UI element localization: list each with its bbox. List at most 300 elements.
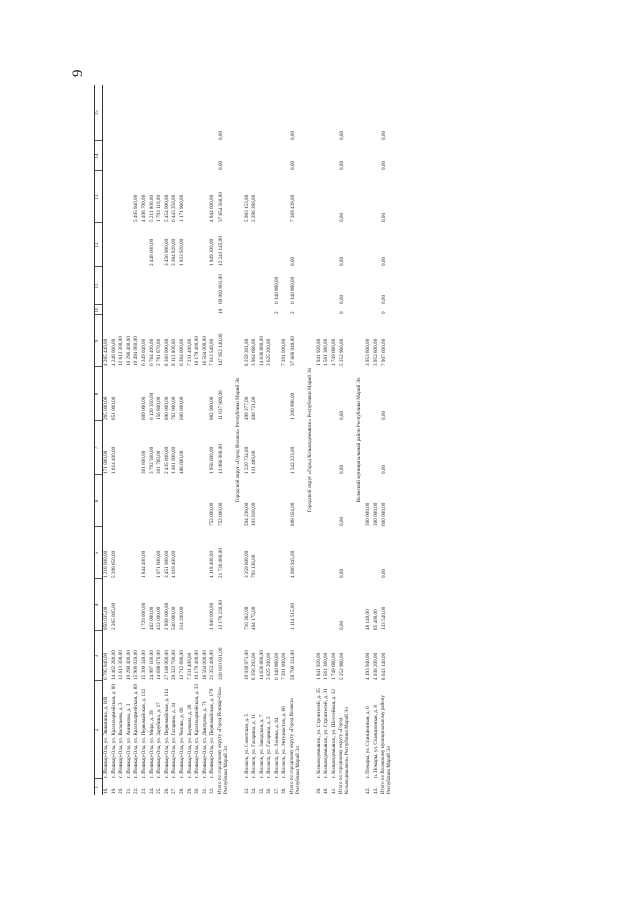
value-cell xyxy=(194,527,202,579)
value-cell: 15 900 020,00 xyxy=(133,650,140,680)
total-value-cell: 0 xyxy=(381,311,388,314)
value-cell: 600 000,00 xyxy=(178,396,185,420)
value-cell: 85 400,00 xyxy=(372,609,379,630)
value-cell xyxy=(373,421,381,475)
value-cell xyxy=(331,267,339,305)
value-cell xyxy=(202,475,210,527)
value-cell xyxy=(331,223,339,267)
value-cell xyxy=(179,85,187,141)
value-cell xyxy=(126,367,134,421)
total-value-cell: 0,00 xyxy=(339,410,346,420)
total-value-cell: 0,00 xyxy=(339,130,346,140)
value-cell xyxy=(323,85,331,141)
value-cell xyxy=(316,475,324,527)
value-cell: 1 481 000,00 xyxy=(171,446,178,474)
total-value-cell: 59 700 324,00 xyxy=(290,650,297,680)
value-cell: 6 443 350,00 xyxy=(171,194,178,222)
value-cell xyxy=(259,527,267,579)
total-value-cell: 2 xyxy=(290,311,297,314)
value-cell xyxy=(111,141,119,171)
value-cell: 5 454 000,00 xyxy=(163,194,170,222)
total-value-cell: 0,00 xyxy=(381,212,388,222)
row-number: 20. xyxy=(118,787,125,794)
value-cell: 1 561 380,00 xyxy=(323,652,330,680)
value-cell xyxy=(133,223,141,267)
value-cell xyxy=(259,267,267,305)
total-value-cell: 21 726 080,00 xyxy=(217,548,224,578)
value-cell xyxy=(133,367,141,421)
total-value-cell: 752 000,00 xyxy=(217,502,224,526)
total-value-cell: 0,00 xyxy=(217,130,224,140)
value-cell: 3 792 560,00 xyxy=(148,446,155,474)
table-row xyxy=(111,85,119,795)
value-cell xyxy=(187,267,195,305)
value-cell xyxy=(126,475,134,527)
address-cell: г. Козьмодемьянск, ул. Шоссейная, д. 12 xyxy=(330,689,337,778)
address-cell: г. Козьмодемьянск, ул. Строителей, д. 35 xyxy=(315,688,322,778)
total-value-cell: 147 952 140,00 xyxy=(217,333,224,366)
value-cell xyxy=(331,85,339,141)
value-cell xyxy=(274,527,282,579)
value-cell xyxy=(373,527,381,579)
value-cell: 14 462 280,00 xyxy=(110,650,117,680)
value-cell xyxy=(126,305,134,315)
value-cell xyxy=(179,267,187,305)
address-cell: г. Волжск, ул. Гагарина, д. 11 xyxy=(251,713,258,778)
row-number: 19. xyxy=(110,787,117,794)
value-cell xyxy=(194,367,202,421)
value-cell: 5 083 153,00 xyxy=(243,194,250,222)
value-cell xyxy=(316,223,324,267)
value-cell xyxy=(316,527,324,579)
row-number: 23. xyxy=(140,787,147,794)
row-number: 36. xyxy=(266,787,273,794)
value-cell xyxy=(259,421,267,475)
value-cell: 27 148 000,00 xyxy=(163,650,170,680)
header-cell: 13 xyxy=(95,171,103,223)
total-value-cell: 600 000,00 xyxy=(381,502,388,526)
value-cell xyxy=(281,171,289,223)
value-cell xyxy=(365,421,373,475)
total-value-cell: 7 369 439,00 xyxy=(290,194,297,222)
value-cell: 7 201 000,00 xyxy=(281,338,288,366)
row-number: 24. xyxy=(148,787,155,794)
value-cell xyxy=(103,305,111,315)
value-cell: 14 698 070,00 xyxy=(156,650,163,680)
value-cell xyxy=(316,579,324,631)
value-cell: 1 941 920,00 xyxy=(315,652,322,680)
value-cell: 6 140 980,00 xyxy=(273,276,280,304)
value-cell xyxy=(365,367,373,421)
section-title: Городской округ «Город Волжск» Республики Марий Эл xyxy=(234,377,241,503)
row-number: 32. xyxy=(209,787,216,794)
value-cell xyxy=(187,367,195,421)
value-cell xyxy=(251,267,259,305)
section-header xyxy=(304,85,316,795)
total-row xyxy=(338,85,353,795)
value-cell xyxy=(164,475,172,527)
value-cell: 2 286 286,00 xyxy=(251,194,258,222)
value-cell xyxy=(187,85,195,141)
total-value-cell: 1 342 223,00 xyxy=(290,446,297,474)
value-cell xyxy=(141,305,149,315)
value-cell xyxy=(202,267,210,305)
value-cell xyxy=(194,305,202,315)
value-cell: 6 349 040,00 xyxy=(140,338,147,366)
total-row xyxy=(217,85,232,795)
value-cell xyxy=(149,475,157,527)
value-cell xyxy=(281,141,289,171)
table-row xyxy=(133,85,141,795)
value-cell xyxy=(103,223,111,267)
table-row xyxy=(323,85,331,795)
value-cell xyxy=(111,475,119,527)
total-value-cell: 0,00 xyxy=(339,568,346,578)
value-cell xyxy=(266,171,274,223)
value-cell xyxy=(126,141,134,171)
total-value-cell: 1 200 998,00 xyxy=(290,392,297,420)
value-cell xyxy=(133,305,141,315)
value-cell: 1 793 110,00 xyxy=(156,194,163,222)
value-cell: 2 781 870,00 xyxy=(156,338,163,366)
value-cell: 16 564 000,00 xyxy=(201,650,208,680)
value-cell: 12 613 300,00 xyxy=(118,650,125,680)
value-cell xyxy=(244,267,252,305)
address-cell: г. Волжск, ул. Ленина, д. 64 xyxy=(273,717,280,778)
row-number: 38. xyxy=(281,787,288,794)
row-number: 31. xyxy=(201,787,208,794)
section-header xyxy=(353,85,365,795)
value-cell xyxy=(251,305,259,315)
total-value-cell: 19 xyxy=(217,308,224,314)
value-cell xyxy=(331,367,339,421)
value-cell xyxy=(331,305,339,315)
value-cell xyxy=(133,421,141,475)
row-number: 33. xyxy=(243,787,250,794)
row-number: 39. xyxy=(315,787,322,794)
value-cell xyxy=(266,305,274,315)
total-value-cell: 0,00 xyxy=(339,160,346,170)
section-header xyxy=(232,85,244,795)
address-cell: г. Йошкар-Ола, ул. Первомайская, д. 114 xyxy=(163,688,170,778)
value-cell: 8 360 000,00 xyxy=(163,338,170,366)
value-cell xyxy=(202,141,210,171)
value-cell xyxy=(259,223,267,267)
value-cell xyxy=(156,85,164,141)
value-cell xyxy=(141,475,149,527)
value-cell xyxy=(187,141,195,171)
value-cell xyxy=(118,527,126,579)
value-cell: 8 112 000,00 xyxy=(171,338,178,366)
value-cell: 3 625 200,00 xyxy=(266,338,273,366)
address-cell: г. Йошкар-Ола, ул. Васильева, д. 3 xyxy=(118,702,125,778)
value-cell: 1 814 400,00 xyxy=(110,446,117,474)
value-cell xyxy=(164,141,172,171)
value-cell xyxy=(266,267,274,305)
row-number: 18. xyxy=(103,787,109,794)
value-cell xyxy=(209,141,217,171)
value-cell xyxy=(331,527,339,579)
value-cell xyxy=(133,579,141,631)
total-value-cell: 12 243 145,00 xyxy=(217,236,224,266)
value-cell xyxy=(373,267,381,305)
value-cell xyxy=(187,171,195,223)
value-cell: 3 964 668,00 xyxy=(251,338,258,366)
value-cell: 5 405 940,00 xyxy=(133,194,140,222)
total-value-cell: 0,00 xyxy=(217,160,224,170)
value-cell: 12 613 300,00 xyxy=(118,336,125,366)
row-number: 25. xyxy=(156,787,163,794)
total-label: Итого по Волжскому муниципальному району Республики Марий Эл xyxy=(381,695,393,794)
total-value-cell: 133 540,00 xyxy=(381,606,388,630)
value-cell xyxy=(323,527,331,579)
value-cell xyxy=(373,141,381,171)
total-value-cell: 7 907 600,00 xyxy=(381,338,388,366)
table-row xyxy=(187,85,195,795)
total-value-cell: 808 054,00 xyxy=(290,502,297,526)
value-cell xyxy=(209,267,217,305)
value-cell: 6 764 400,00 xyxy=(148,338,155,366)
table-row xyxy=(194,85,202,795)
value-cell xyxy=(133,527,141,579)
table-row xyxy=(281,85,289,795)
value-cell xyxy=(274,579,282,631)
value-cell: 10 290 400,00 xyxy=(125,336,132,366)
value-cell xyxy=(202,421,210,475)
value-cell xyxy=(316,267,324,305)
value-cell: 3 259 809,00 xyxy=(243,550,250,578)
value-cell: 10 494 080,00 xyxy=(133,336,140,366)
value-cell xyxy=(103,475,111,527)
value-cell xyxy=(251,85,259,141)
value-cell: 29 322 700,00 xyxy=(171,650,178,680)
value-cell xyxy=(274,141,282,171)
header-cell: 7 xyxy=(95,421,103,475)
value-cell: 4 285 440,00 xyxy=(103,338,109,366)
registry-table xyxy=(94,85,395,795)
value-cell xyxy=(266,223,274,267)
value-cell: 408 600,00 xyxy=(178,450,185,474)
value-cell: 4 944 600,00 xyxy=(209,194,216,222)
header-cell: 6 xyxy=(95,475,103,527)
value-cell xyxy=(244,141,252,171)
value-cell xyxy=(103,171,111,223)
value-cell: 19 939 971,00 xyxy=(243,650,250,680)
value-cell xyxy=(141,141,149,171)
value-cell: 882 900,00 xyxy=(209,396,216,420)
value-cell: 2 265 005,00 xyxy=(110,602,117,630)
total-value-cell: 37 668 049,00 xyxy=(290,336,297,366)
table-row xyxy=(141,85,149,795)
total-value-cell: 0,00 xyxy=(381,464,388,474)
value-cell xyxy=(266,527,274,579)
value-cell xyxy=(171,85,179,141)
value-cell xyxy=(266,475,274,527)
value-cell xyxy=(244,85,252,141)
value-cell xyxy=(323,305,331,315)
value-cell xyxy=(323,171,331,223)
header-cell: 10 xyxy=(95,305,103,315)
total-value-cell: 13 086 000,00 xyxy=(217,444,224,474)
value-cell xyxy=(126,267,134,305)
total-row xyxy=(380,85,395,795)
value-cell xyxy=(274,315,282,367)
row-number: 42. xyxy=(365,787,372,794)
total-value-cell: 0,00 xyxy=(381,294,388,304)
value-cell: 7 231 400,00 xyxy=(186,338,193,366)
value-cell: 1 171 960,00 xyxy=(178,194,185,222)
value-cell xyxy=(259,475,267,527)
value-cell xyxy=(266,367,274,421)
value-cell: 1 958 600,00 xyxy=(209,446,216,474)
value-cell xyxy=(281,475,289,527)
address-cell: г. Волжск, ул. Энтузиастов, д. 66 xyxy=(281,706,288,778)
header-cell: 9 xyxy=(95,315,103,367)
page-number: 9 xyxy=(70,69,86,77)
total-value-cell: 0 xyxy=(339,311,346,314)
total-value-cell: 0,00 xyxy=(381,568,388,578)
row-number: 37. xyxy=(273,787,280,794)
value-cell: 6 140 980,00 xyxy=(273,652,280,680)
value-cell xyxy=(331,141,339,171)
value-cell xyxy=(103,141,111,171)
address-cell: г. Йошкар-Ола, ул. Дмитрова, д. 71 xyxy=(201,700,208,778)
value-cell: 6 384 000,00 xyxy=(178,338,185,366)
value-cell: 6 120 350,00 xyxy=(148,392,155,420)
value-cell xyxy=(164,267,172,305)
address-cell: г. Йошкар-Ола, ул. Мира, д. 39 xyxy=(148,710,155,778)
value-cell xyxy=(316,367,324,421)
value-cell xyxy=(365,527,373,579)
value-cell xyxy=(281,579,289,631)
address-cell: г. Йошкар-Ола, ул. Баумана, д. 28 xyxy=(186,704,193,778)
value-cell xyxy=(156,305,164,315)
value-cell: 214 200,00 xyxy=(178,606,185,630)
row-number: 26. xyxy=(163,787,170,794)
total-value-cell: 0,00 xyxy=(290,130,297,140)
value-cell: 762 000,00 xyxy=(171,396,178,420)
value-cell: 4 248 000,00 xyxy=(110,338,117,366)
address-cell: г. Йошкар-Ола, ул. Эшкинина, д. 169 xyxy=(103,696,109,778)
value-cell xyxy=(259,579,267,631)
value-cell: 7 201 000,00 xyxy=(281,652,288,680)
value-cell: 793 136,00 xyxy=(251,554,258,578)
value-cell xyxy=(251,141,259,171)
total-value-cell: 0,00 xyxy=(381,410,388,420)
value-cell xyxy=(274,85,282,141)
value-cell: 3 384 820,00 xyxy=(171,238,178,266)
value-cell: 400 721,00 xyxy=(251,396,258,420)
table-row xyxy=(179,85,187,795)
value-cell xyxy=(194,267,202,305)
value-cell xyxy=(365,85,373,141)
value-cell xyxy=(111,171,119,223)
value-cell: 4 193 940,00 xyxy=(365,652,372,680)
header-cell: 3 xyxy=(95,631,103,681)
value-cell xyxy=(202,223,210,267)
total-value-cell: 8 643 140,00 xyxy=(381,652,388,680)
row-number: 35. xyxy=(258,787,265,794)
value-cell xyxy=(133,141,141,171)
address-cell: п. Помары, ул. Станционная, д. 8 xyxy=(372,705,379,778)
value-cell xyxy=(156,141,164,171)
value-cell xyxy=(118,579,126,631)
header-cell: 5 xyxy=(95,527,103,579)
value-cell: 752 000,00 xyxy=(209,502,216,526)
value-cell: 301 760,00 xyxy=(156,450,163,474)
value-cell xyxy=(202,527,210,579)
address-cell: г. Помары, ул. Станционная, д. 6 xyxy=(365,706,372,778)
value-cell xyxy=(149,305,157,315)
value-cell xyxy=(365,305,373,315)
total-label: Итого по городскому округу «Город Козьмодемьянск» Республики Марий Эл xyxy=(339,707,351,794)
value-cell xyxy=(259,305,267,315)
row-number: 22. xyxy=(133,787,140,794)
value-cell: 48 140,00 xyxy=(365,609,372,630)
value-cell xyxy=(251,223,259,267)
value-cell xyxy=(111,223,119,267)
row-number: 30. xyxy=(194,787,201,794)
value-cell xyxy=(323,579,331,631)
value-cell: 12 712 690,00 xyxy=(178,650,185,680)
value-cell xyxy=(202,85,210,141)
value-cell xyxy=(365,223,373,267)
value-cell xyxy=(365,267,373,305)
header-cell: 8 xyxy=(95,367,103,421)
address-cell: г. Йошкар-Ола, ул. Чехова, д. 66 xyxy=(178,707,185,778)
value-cell xyxy=(259,141,267,171)
value-cell xyxy=(274,475,282,527)
value-cell xyxy=(156,475,164,527)
value-cell xyxy=(179,141,187,171)
value-cell: 21 353 400,00 xyxy=(209,650,216,680)
value-cell xyxy=(373,223,381,267)
value-cell xyxy=(266,141,274,171)
value-cell: 8 356 293,00 xyxy=(251,652,258,680)
value-cell: 3 625 200,00 xyxy=(266,652,273,680)
value-cell xyxy=(164,305,172,315)
section-title: Волжский муниципальный район Республики Марий Эл xyxy=(356,377,363,503)
value-cell xyxy=(126,171,134,223)
table-row xyxy=(171,85,179,795)
total-value-cell: 69 092 801,00 xyxy=(217,274,224,304)
value-cell xyxy=(179,475,187,527)
value-cell xyxy=(274,367,282,421)
address-cell: г. Йошкар-Ола, ул. Красноармейская, д. 33 xyxy=(194,684,201,778)
value-cell: 1 220 734,00 xyxy=(243,446,250,474)
total-value-cell: 0,00 xyxy=(290,160,297,170)
value-cell xyxy=(281,527,289,579)
header-cell: 15 xyxy=(95,85,103,141)
value-cell: 540 000,00 xyxy=(171,606,178,630)
value-cell: 710 362,00 xyxy=(243,606,250,630)
value-cell xyxy=(281,305,289,315)
header-cell: 2 xyxy=(95,681,103,779)
header-row xyxy=(95,85,103,795)
value-cell xyxy=(194,579,202,631)
total-value-cell: 0,00 xyxy=(339,464,346,474)
table-row xyxy=(251,85,259,795)
row-number: 43. xyxy=(372,787,379,794)
value-cell xyxy=(118,141,126,171)
value-cell xyxy=(133,85,141,141)
value-cell xyxy=(126,85,134,141)
value-cell: 7 231 400,00 xyxy=(186,652,193,680)
value-cell xyxy=(373,367,381,421)
value-cell: 2 xyxy=(273,311,280,314)
value-cell: 156 800,00 xyxy=(156,396,163,420)
table-row xyxy=(373,85,381,795)
